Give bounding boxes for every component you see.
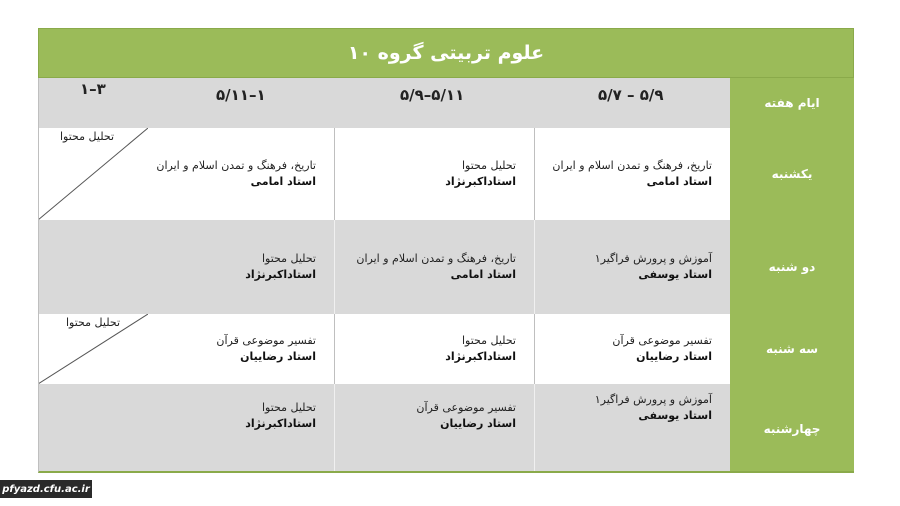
day-name: یکشنبه xyxy=(771,167,813,181)
day-name: دو شنبه xyxy=(768,260,816,274)
teacher: استاداکبرنژاد xyxy=(245,268,316,281)
subject: تحلیل محتوا xyxy=(261,252,316,265)
teacher: استاداکبرنژاد xyxy=(445,350,516,363)
day-name: سه شنبه xyxy=(765,342,819,356)
subject: تفسیر موضوعی قرآن xyxy=(612,334,712,347)
date-header-4: ۱–۳ xyxy=(80,80,106,98)
subject: تاریخ، فرهنگ و تمدن اسلام و ایران xyxy=(356,252,516,265)
teacher: استاد رضاییان xyxy=(636,350,712,363)
teacher: استاداکبرنژاد xyxy=(245,417,316,430)
subject: تاریخ، فرهنگ و تمدن اسلام و ایران xyxy=(156,159,316,172)
teacher: استاد امامی xyxy=(450,268,516,281)
teacher: استاد رضاییان xyxy=(240,350,316,363)
table-border xyxy=(38,78,854,473)
subject: آموزش و پرورش فراگیر۱ xyxy=(594,252,712,265)
date-header-3: ۵/۱۱–۱ xyxy=(216,86,266,104)
teacher: استاد یوسفی xyxy=(638,409,712,422)
title-bar xyxy=(38,28,854,78)
subject: تحلیل محتوا xyxy=(461,159,516,172)
subject: تحلیل محتوا xyxy=(461,334,516,347)
teacher: استاد رضاییان xyxy=(440,417,516,430)
site-logo xyxy=(0,480,92,498)
subject: تفسیر موضوعی قرآن xyxy=(416,401,516,414)
subject: تفسیر موضوعی قرآن xyxy=(216,334,316,347)
day-header-label: ایام هفته xyxy=(764,96,820,110)
subject: آموزش و پرورش فراگیر۱ xyxy=(594,393,712,406)
schedule-table xyxy=(38,28,854,473)
table-title: علوم تربیتی گروه ۱۰ xyxy=(347,42,545,64)
date-header-1: ۵/۷ – ۵/۹ xyxy=(598,86,664,104)
logo-text: pfyazd.cfu.ac.ir xyxy=(2,483,90,495)
date-header-2: ۵/۹–۵/۱۱ xyxy=(400,86,465,104)
day-name: چهارشنبه xyxy=(763,421,821,436)
extra-slot-label: تحلیل محتوا xyxy=(66,316,121,329)
teacher: استاداکبرنژاد xyxy=(445,175,516,188)
subject: تاریخ، فرهنگ و تمدن اسلام و ایران xyxy=(552,159,712,172)
teacher: استاد امامی xyxy=(646,175,712,188)
extra-slot-label: تحلیل محتوا xyxy=(60,130,115,143)
teacher: استاد یوسفی xyxy=(638,268,712,281)
teacher: استاد امامی xyxy=(250,175,316,188)
subject: تحلیل محتوا xyxy=(261,401,316,414)
